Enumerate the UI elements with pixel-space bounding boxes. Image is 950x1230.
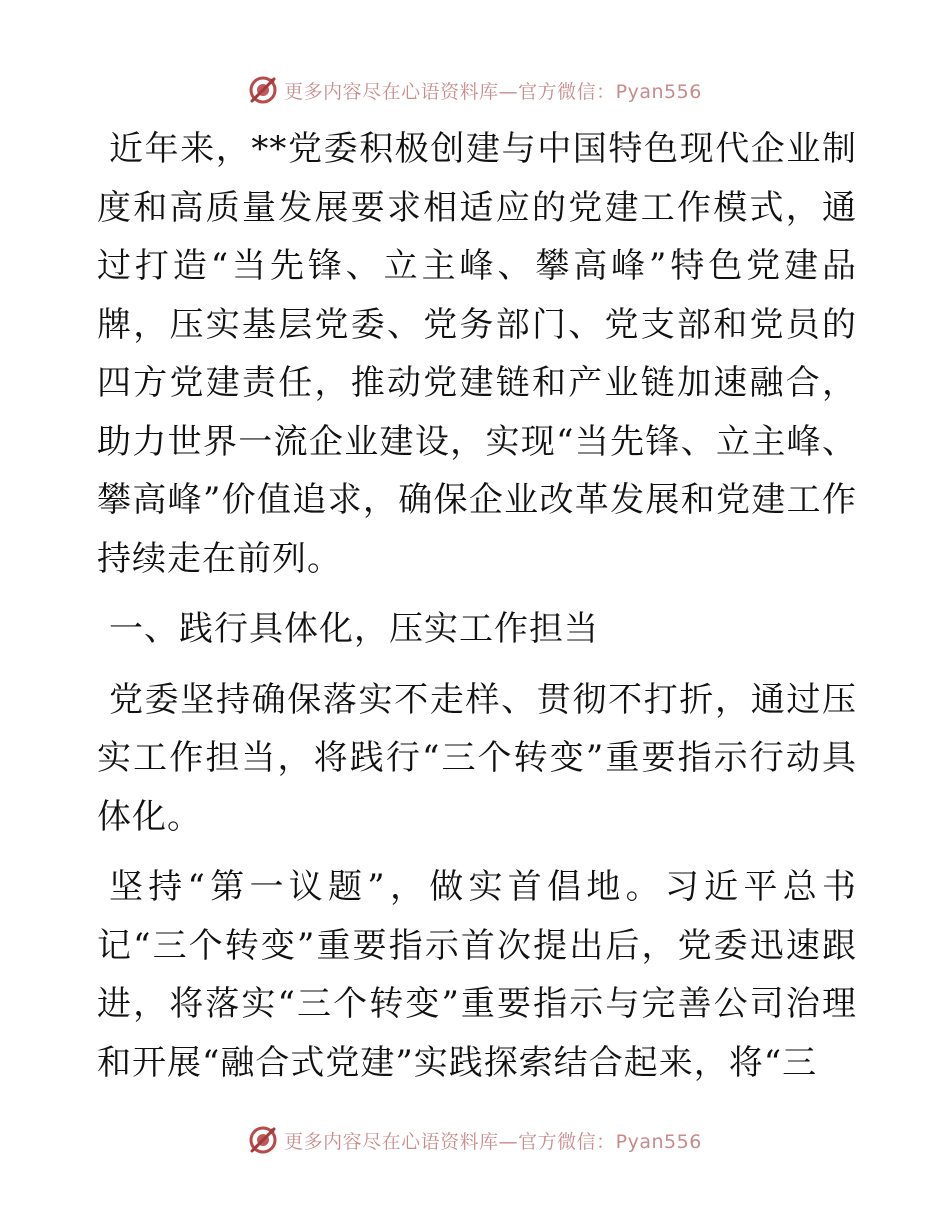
section-paragraph-2: 坚持“第一议题”，做实首倡地。习近平总书记“三个转变”重要指示首次提出后，党委迅速跟进，将落实“三个转变”重要指示与完善公司治理和开展“融合式党建”实践探索结合起来，将“三: [97, 867, 857, 1083]
document-body: [97, 120, 857, 1104]
pen-circle-logo-icon: [248, 1125, 278, 1155]
intro-paragraph: 近年来，**党委积极创建与中国特色现代企业制度和高质量发展要求相适应的党建工作模式，通过打造“当先锋、立主峰、攀高峰”特色党建品牌，压实基层党委、党务部门、党支部和党员的四方党建责任，推动党建链和产业链加速融合，助力世界一流企业建设，实现“当先锋、立主峰、攀高峰”价值追求，确保企业改革发展和党建工作持续走在前列。: [97, 129, 857, 579]
section-paragraph-1: 党委坚持确保落实不走样、贯彻不打折，通过压实工作担当，将践行“三个转变”重要指示行动具体化。: [97, 679, 857, 837]
header-banner-text: 更多内容尽在心语资料库—官方微信：Pyan556: [284, 80, 702, 103]
header-banner-inner: [248, 75, 702, 105]
pen-circle-logo-icon: [248, 75, 278, 105]
footer-banner-text: 更多内容尽在心语资料库—官方微信：Pyan556: [284, 1130, 702, 1153]
footer-banner: [0, 1120, 950, 1160]
section-heading-1: 一、践行具体化，压实工作担当: [109, 609, 599, 649]
footer-banner-inner: [248, 1125, 702, 1155]
header-banner: [0, 70, 950, 110]
